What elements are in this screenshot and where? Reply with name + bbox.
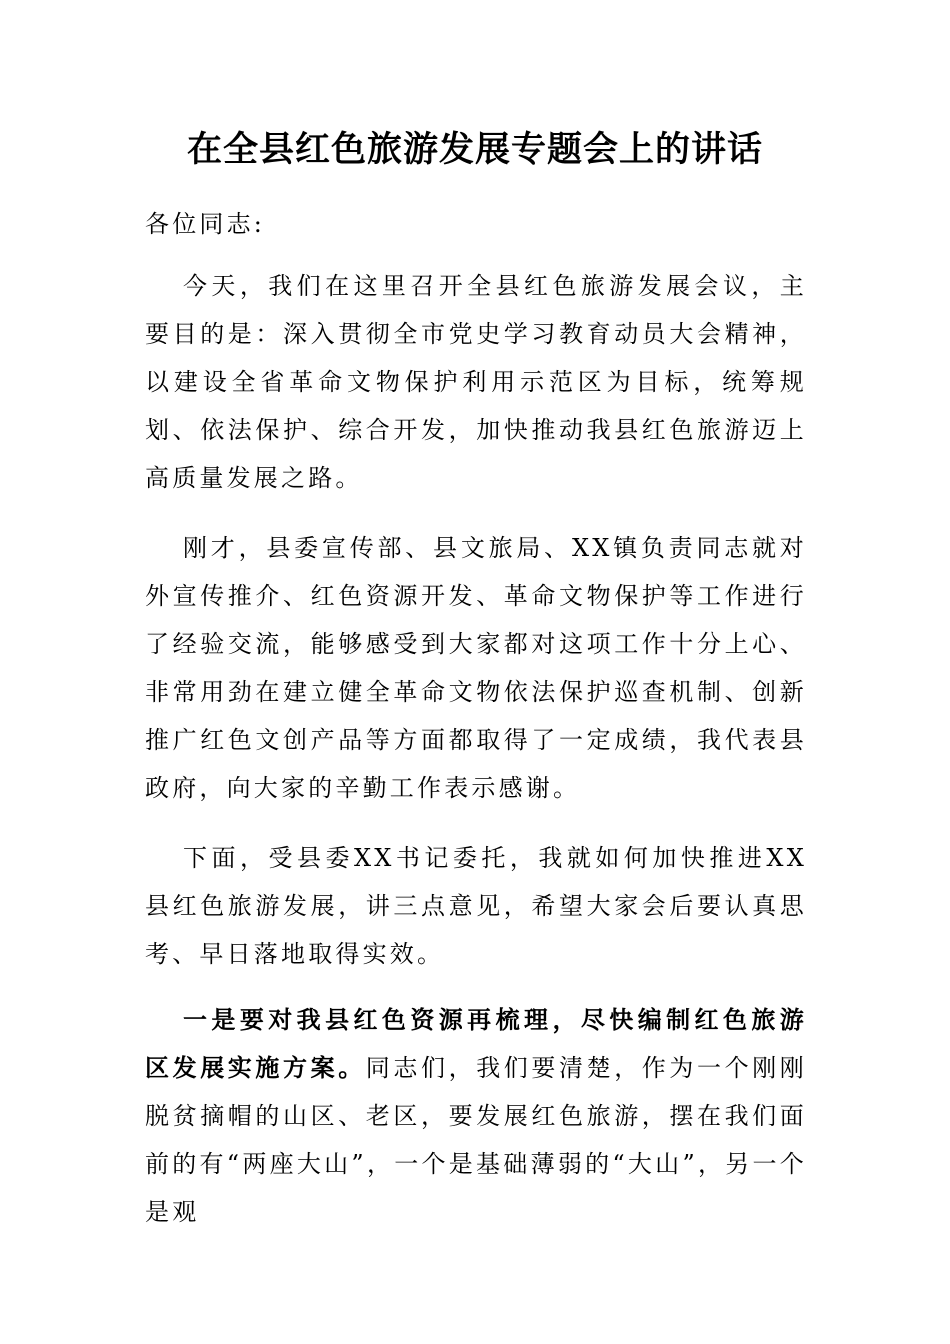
point-one-body: 同志们，我们要清楚，作为一个刚刚脱贫摘帽的山区、老区，要发展红色旅游，摆在我们面前的有“两座大山”，一个是基础薄弱的“大山”，另一个是观 — [145, 1054, 807, 1226]
paragraph-review: 刚才，县委宣传部、县文旅局、XX镇负责同志就对外宣传推介、红色资源开发、革命文物保护等工作进行了经验交流，能够感受到大家都对这项工作十分上心、非常用劲在建立健全革命文物依法保护巡查机制、创新推广红色文创产品等方面都取得了一定成绩，我代表县政府，向大家的辛勤工作表示感谢。 — [145, 534, 807, 802]
page-title: 在全县红色旅游发展专题会上的讲话 — [186, 129, 763, 170]
paragraph-transition: 下面，受县委XX书记委托，我就如何加快推进XX县红色旅游发展，讲三点意见，希望大家会后要认真思考、早日落地取得实效。 — [145, 844, 807, 968]
point-one-heading: 一是要对我县红色资源再梳理，尽快编制红色旅游区发展实施方案。 — [145, 1005, 807, 1082]
salutation: 各位同志: — [145, 210, 266, 238]
paragraph-point-one — [145, 996, 807, 1236]
paragraph-opening: 今天，我们在这里召开全县红色旅游发展会议，主要目的是：深入贯彻全市党史学习教育动员大会精神，以建设全省革命文物保护利用示范区为目标，统筹规划、依法保护、综合开发，加快推动我县红色旅游迈上高质量发展之路。 — [145, 272, 807, 492]
